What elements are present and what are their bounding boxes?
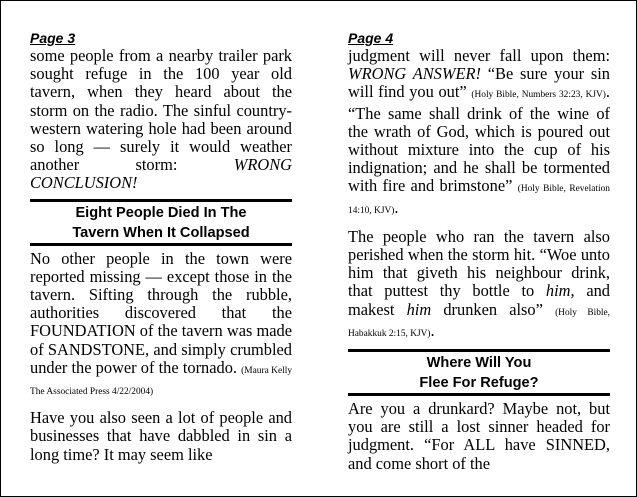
- emphasis-him: him,: [545, 281, 575, 301]
- page-number-4: Page 4: [348, 30, 394, 46]
- right-column: [348, 30, 610, 473]
- heading-line-2: Flee For Refuge?: [419, 375, 539, 392]
- text: drunken also”: [431, 299, 556, 319]
- citation: (Maura Kelly The Associated Press 4/22/2004): [30, 365, 293, 398]
- emphasis-wrong-conclusion: WRONG CONCLUSION!: [30, 155, 292, 193]
- text: judgment will never fall upon them:: [348, 46, 610, 65]
- paragraph-trailer-park: [30, 47, 292, 193]
- citation-revelation: (Holy Bible, Revelation 14:10, KJV): [348, 184, 610, 216]
- citation-habakkuk: (Holy Bible, Habakkuk 2:15, KJV): [348, 307, 610, 339]
- paragraph-judgment: [348, 47, 610, 220]
- section-heading-eight-people: [30, 199, 292, 246]
- text: “Be sure your sin will find you out”: [348, 64, 610, 102]
- emphasis-wrong-answer: WRONG ANSWER!: [348, 64, 482, 84]
- page-number-3: Page 3: [30, 30, 76, 46]
- paragraph-tavern-perished: [348, 228, 610, 343]
- text: . “The same shall drink of the wine of the wrath of God, which is poured out without mixture into the cup of his indignation; and he shall be tormented with fire and brimstone”: [348, 82, 610, 196]
- left-column: [30, 30, 292, 464]
- text: No other people in the town were reported missing — except those in the tavern. Sifting through the rubble, authorities discovered that the FOUNDATION of the tavern was made of SANDSTONE, and simply crumbled under the power of the tornado.: [30, 248, 292, 377]
- citation-numbers: (Holy Bible, Numbers 32:23, KJV): [471, 90, 606, 101]
- heading-line-1: Where Will You: [426, 355, 532, 372]
- heading-line-2: Tavern When It Collapsed: [72, 224, 250, 241]
- text: .: [430, 320, 435, 340]
- paragraph-sandstone: [30, 250, 292, 402]
- section-heading-flee-for-refuge: [348, 349, 610, 396]
- paragraph-dabbled-in-sin: Have you also seen a lot of people and businesses that have dabbled in sin a long time? It may seem like: [30, 408, 292, 464]
- text: some people from a nearby trailer park sought refuge in the 100 year old tavern, when they heard about the storm on the radio. The sinful country-western watering hole had been around so long — surely it would weather another storm:: [30, 46, 292, 175]
- paragraph-drunkard: Are you a drunkard? Maybe not, but you are still a lost sinner headed for judgment. “For ALL have SINNED, and come short of the: [348, 399, 610, 473]
- text: The people who ran the tavern also perished when the storm hit. “Woe unto him that giveth his neighbour drink, that puttest thy bottle to: [348, 226, 610, 301]
- text: .: [394, 197, 399, 217]
- heading-line-1: Eight People Died In The: [75, 204, 247, 221]
- emphasis-him-2: him: [406, 299, 432, 319]
- text: and makest: [348, 281, 610, 319]
